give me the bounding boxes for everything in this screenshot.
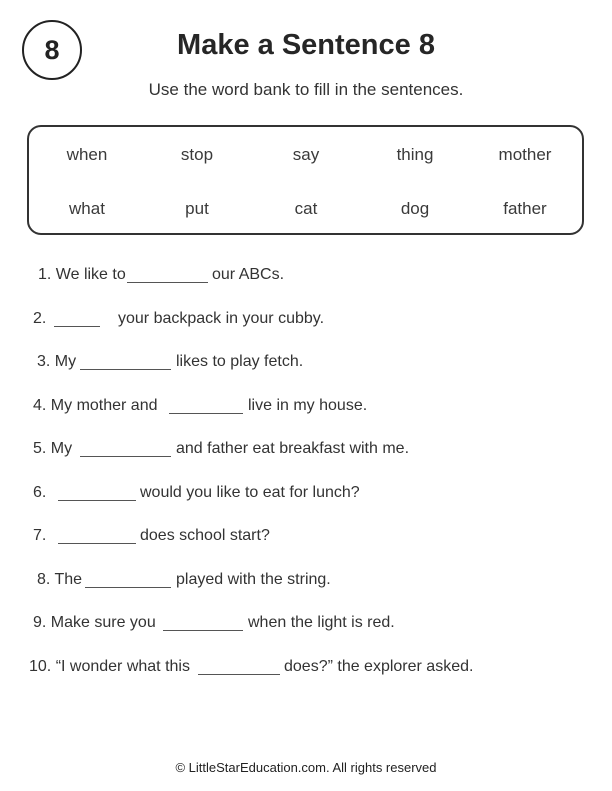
sentence-text-before: 1. We like to (38, 266, 126, 283)
sentence-text-before: 9. Make sure you (33, 614, 156, 631)
sentence-text-before: 8. The (37, 571, 83, 588)
word-bank-word: cat (294, 199, 318, 218)
sentence-text-before: 7. (33, 527, 47, 544)
sentence-text-before: 3. My (37, 353, 77, 370)
answer-blank[interactable] (127, 267, 208, 283)
answer-blank[interactable] (85, 572, 171, 588)
answer-blank[interactable] (163, 615, 243, 631)
answer-blank[interactable] (58, 485, 136, 501)
word-bank-word: stop (180, 145, 214, 164)
copyright-footer: © LittleStarEducation.com. All rights reserved (175, 760, 437, 775)
word-bank-word: put (185, 199, 209, 218)
sentence-text-after: does?” the explorer asked. (284, 658, 474, 675)
sentence-text-after: your backpack in your cubby. (118, 310, 325, 327)
word-bank-word: say (292, 145, 320, 164)
sentence-text-after: and father eat breakfast with me. (176, 440, 410, 457)
badge-number: 8 (44, 34, 60, 65)
sentence-text-after: does school start? (140, 527, 270, 544)
answer-blank[interactable] (80, 441, 171, 457)
word-bank-word: what (69, 199, 105, 218)
sentence-text-before: 5. My (33, 440, 73, 457)
sentence-text-before: 10. “I wonder what this (29, 658, 190, 675)
answer-blank[interactable] (80, 354, 171, 370)
instructions: Use the word bank to fill in the sentences. (148, 80, 464, 99)
sentence-text-before: 2. (33, 310, 47, 327)
sentence-text-after: our ABCs. (212, 266, 285, 283)
sentence-text-after: would you like to eat for lunch? (140, 484, 360, 501)
sentence-text-after: live in my house. (248, 397, 368, 414)
word-bank-word: dog (400, 199, 430, 218)
answer-blank[interactable] (198, 659, 280, 675)
sentence-text-after: likes to play fetch. (176, 353, 304, 370)
sentence-text-before: 4. My mother and (33, 397, 158, 414)
sentence-text-before: 6. (33, 484, 47, 501)
page-title-text: Make a Sentence 8 (177, 29, 435, 61)
sentence-text-after: when the light is red. (248, 614, 395, 631)
word-bank (27, 125, 584, 235)
answer-blank[interactable] (58, 528, 136, 544)
answer-blank[interactable] (54, 311, 100, 327)
word-bank-word: when (66, 145, 108, 164)
page-title (0, 29, 612, 62)
word-bank-word: mother (498, 145, 552, 164)
word-bank-word: father (503, 199, 547, 218)
word-bank-word: thing (396, 145, 434, 164)
sentence-text-after: played with the string. (176, 571, 331, 588)
answer-blank[interactable] (169, 398, 243, 414)
